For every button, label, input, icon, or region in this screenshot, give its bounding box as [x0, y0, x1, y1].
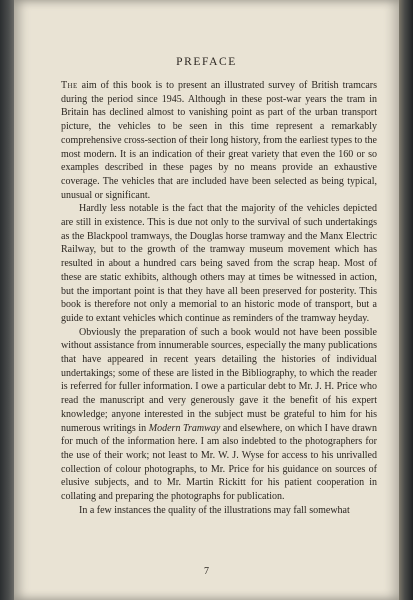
book-page — [14, 0, 399, 600]
paragraph-1-text: aim of this book is to present an illustrated survey of British tramcars during the period since 1945. Although in these post-war years the tram in Britain has declined almost to vanishing point as part of the urban transport picture, the vehicles to be seen in this time represent a remarkably comprehensive cross-section of their long history, from the earliest types to the most modern. It is an indication of their great variety that even the 160 or so examples described in these pages by no means provide an exhaustive coverage. The vehicles that are included have been selected as being typical, unusual or significant. — [61, 80, 377, 201]
paragraph-1 — [61, 79, 377, 202]
paragraph-2: Hardly less notable is the fact that the majority of the vehicles depicted are still in existence. This is due not only to the survival of such undertakings as the Blackpool tramways, the Douglas horse tramway and the Manx Electric Railway, but to the growth of the tramway museum movement which has resulted in about a hundred cars being saved from the scrap heap. Most of these are static exhibits, although others may at times be witnessed in action, but the important point is that they have all been preserved for posterity. This book is therefore not only a memorial to an historic mode of transport, but a guide to extant vehicles which continue as reminders of the tramway heyday. — [61, 203, 377, 324]
book-gutter-left — [0, 0, 14, 600]
journal-title: Modern Tramway — [148, 422, 221, 434]
paragraph-3-text-before: Obviously the preparation of such a book would not have been possible without assistance from innumerable sources, especially the many publications that have appeared in recent years detailing the histories of individual undertakings; some of these are listed in the Bibliography, to which the reader is referred for fuller information. I owe a particular debt to Mr. J. H. Price who read the manuscript and very generously gave it the benefit of his expert knowledge; anyone interested in the subject must be grateful to him for his numerous writings in — [61, 326, 377, 434]
book-edge-right — [399, 0, 413, 600]
paragraph-3-text-after: and elsewhere, on which I have drawn for much of the information here. I am also indebted to the photographers for the use of their work; not least to Mr. W. J. Wyse for access to his unrivalled collection of colour photographs, to Mr. Price for his guidance on sources of elusive subjects, and to Mr. Martin Rickitt for his patient cooperation in collating and preparing the photographs for publication. — [61, 422, 377, 503]
page-heading: PREFACE — [176, 56, 237, 68]
body-text — [61, 79, 377, 518]
page-number: 7 — [204, 566, 209, 577]
paragraph-4: In a few instances the quality of the illustrations may fall somewhat — [79, 504, 350, 516]
paragraph-3 — [61, 326, 377, 504]
paragraph-1-lead: The — [61, 80, 78, 91]
